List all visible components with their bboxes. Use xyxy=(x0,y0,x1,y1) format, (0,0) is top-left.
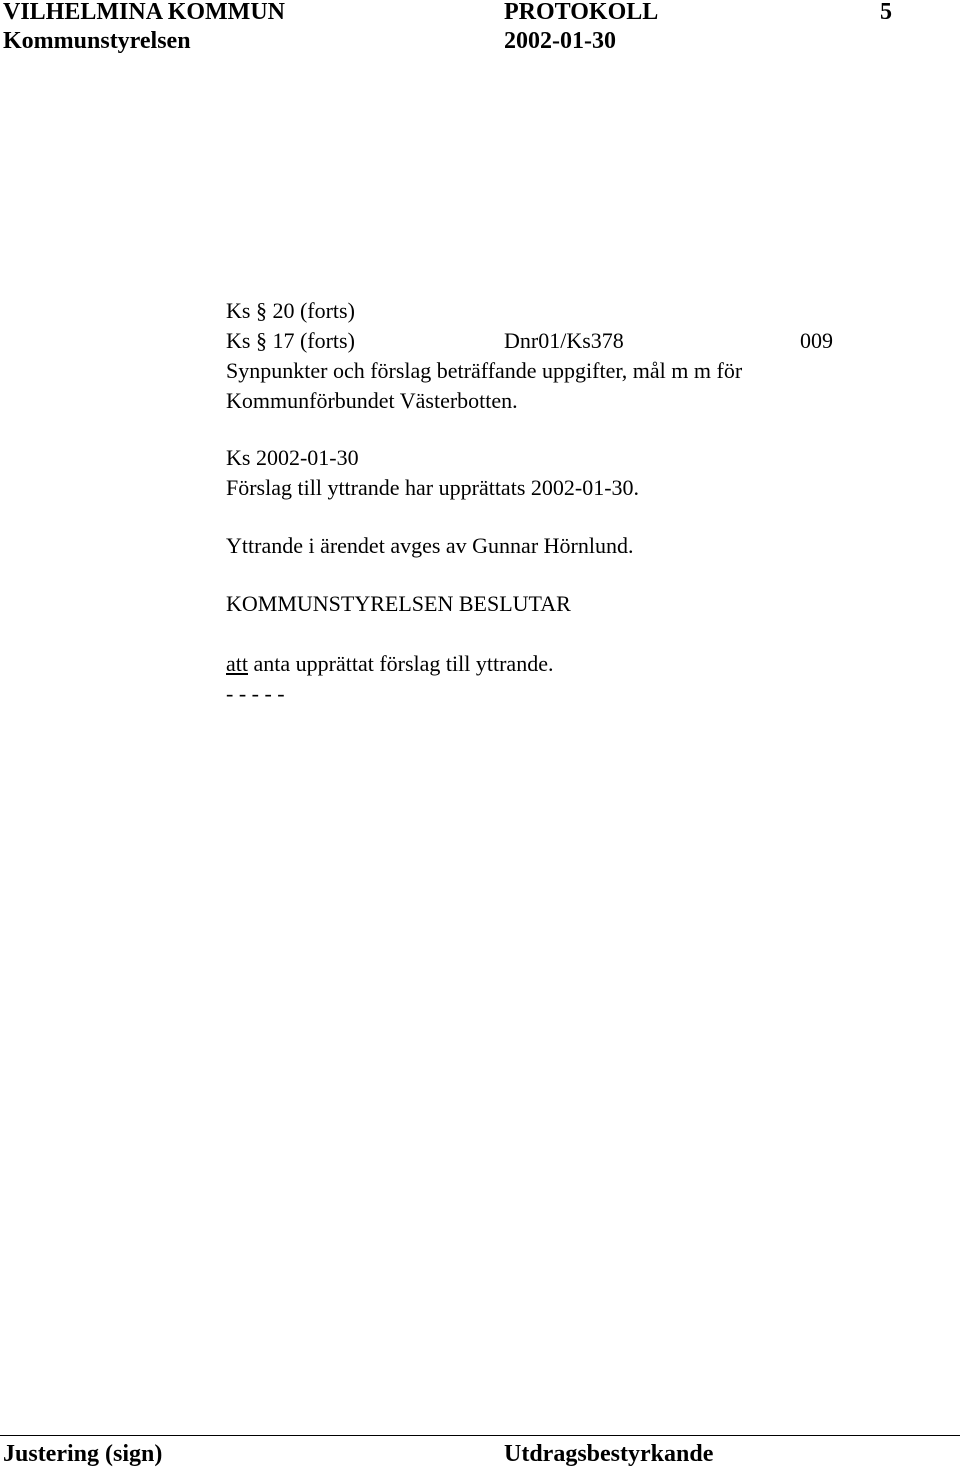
ks17-text: 17 (forts) xyxy=(266,328,355,353)
paragraph-reference-ks17 xyxy=(226,327,355,355)
ks-date-line: Ks 2002-01-30 xyxy=(226,445,359,470)
subject-line-2: Kommunförbundet Västerbotten. xyxy=(226,388,518,413)
ks20-text: 20 (forts) xyxy=(266,298,355,323)
page-number: 5 xyxy=(880,0,892,25)
decision-line xyxy=(226,650,553,678)
section-symbol: § xyxy=(255,328,267,353)
ks17-label: Ks xyxy=(226,328,256,353)
municipality-name: VILHELMINA KOMMUN xyxy=(3,0,285,25)
paragraph-reference-ks20 xyxy=(226,297,355,325)
ks20-label: Ks xyxy=(226,298,256,323)
decision-att: att xyxy=(226,651,248,676)
document-type: PROTOKOLL xyxy=(504,0,659,25)
subject-line-1: Synpunkter och förslag beträffande uppgifter, mål m m för xyxy=(226,358,743,383)
board-name: Kommunstyrelsen xyxy=(3,28,191,54)
decision-heading: KOMMUNSTYRELSEN BESLUTAR xyxy=(226,591,571,616)
proposal-line: Förslag till yttrande har upprättats 2002-01-30. xyxy=(226,475,640,500)
section-symbol: § xyxy=(255,298,267,323)
utdrag-label: Utdragsbestyrkande xyxy=(504,1441,714,1467)
footer-rule xyxy=(0,1435,960,1436)
statement-line: Yttrande i ärendet avges av Gunnar Hörnlund. xyxy=(226,533,634,558)
archive-code: 009 xyxy=(800,328,833,353)
meeting-date: 2002-01-30 xyxy=(504,28,616,54)
diary-number: Dnr01/Ks378 xyxy=(504,328,624,353)
end-marker: - - - - - xyxy=(226,681,285,706)
justering-label: Justering (sign) xyxy=(3,1441,163,1467)
decision-text: anta upprättat förslag till yttrande. xyxy=(248,651,554,676)
